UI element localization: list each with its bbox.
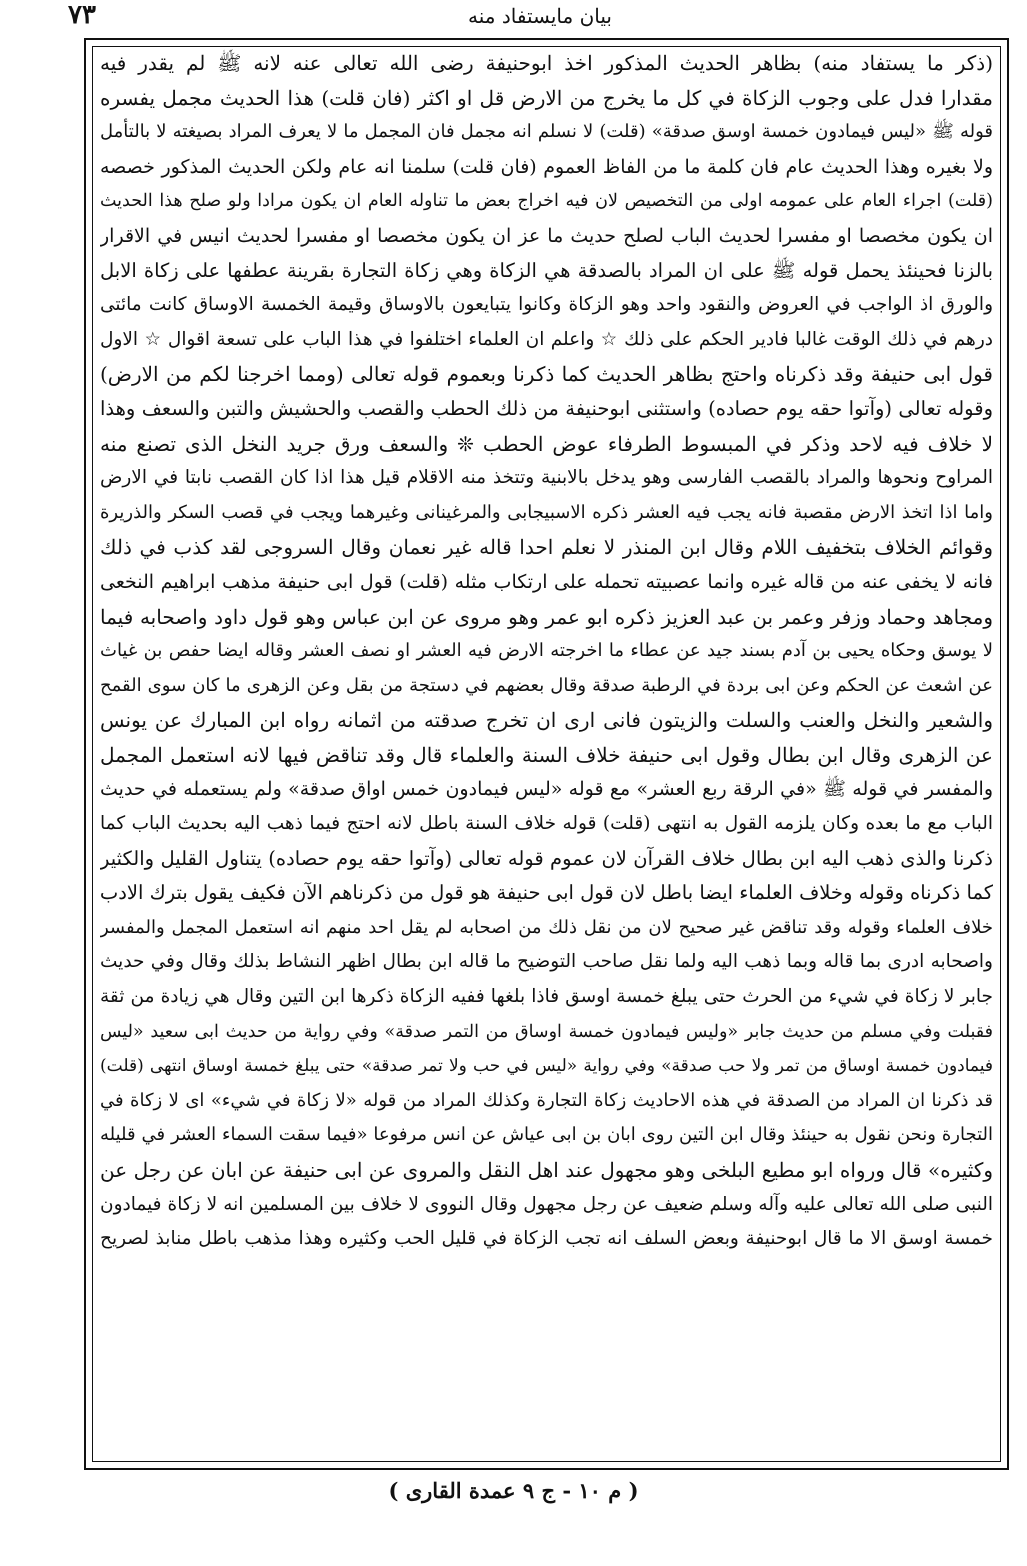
text-line: ان يكون مخصصا او مفسرا لحديث الباب لصلح حديث ما عز ان يكون مخصصا او مفسرا لحديث انيس في الاقرار (100, 224, 993, 247)
text-line: لا خلاف فيه لاحد وذكر في المبسوط الطرفاء عوض الحطب ❊ والسعف ورق جريد النخل الذى تصنع منه (100, 431, 993, 456)
text-line: النبى صلى الله تعالى عليه وآله وسلم ضعيف عن رجل مجهول وقال النووى لا خلاف بين المسلمين انه لا زكاة فيمادون (100, 1193, 993, 1215)
text-line: قوله ﷺ «ليس فيمادون خمسة اوسق صدقة» (قلت) لا نسلم انه مجمل فان المجمل ما لا يعرف المراد بصيغته لا بالتأمل (100, 121, 993, 143)
text-line: كما ذكرناه وقوله وخلاف العلماء ايضا باطل لان قول ابى حنيفة هو قول من ذكرناهم الآن فكيف يقول بترك الادب (100, 881, 993, 905)
text-line: ذكرنا والذى ذهب اليه ابن بطال خلاف القرآن لان عموم قوله تعالى (وآتوا حقه يوم حصاده) يتناول القليل والكثير (100, 846, 993, 870)
main-text (100, 46, 993, 1257)
text-line: فيمادون خمسة اوساق من تمر ولا حب صدقة» وفي رواية «ليس في حب ولا تمر صدقة» حتى يبلغ خمسة اوساق انتهى (قلت) (100, 1056, 993, 1077)
page-footer: ( م ١٠ - ج ٩ عمدة القارى ) (388, 1478, 639, 1503)
text-line: قد ذكرنا ان المراد من الصدقة في هذه الاحاديث زكاة التجارة وكذلك المراد من قوله «لا زكاة في شيء» اى لا زكاة في (100, 1089, 993, 1111)
text-line: خلاف العلماء وقوله وقد تناقض غير صحيح لان من نقل ذلك من اصحابه لم يقل احد منهم انه استعمل المجمل والمفسر (100, 916, 993, 938)
text-line: والشعير والنخل والعنب والسلت والزيتون فانى ارى ان تخرج صدقته من اثمانه رواه ابن المبارك عن يونس (100, 708, 993, 733)
page-number: ٧٣ (68, 0, 96, 30)
text-line: (قلت) اجراء العام على عمومه اولى من التخصيص لان فيه اخراج بعض ما تناوله العام ان يكون مرادا ولو صلح هذا الحديث (100, 191, 993, 212)
text-line: ومجاهد وحماد وزفر وعمر بن عبد العزيز ذكره ابو عمر وهو مروى عن ابن عباس وهو قول داود واصحابه فيما (100, 604, 993, 629)
text-line: الباب مع ما بعده وكان يلزمه القول به انتهى (قلت) قوله خلاف السنة باطل لانه احتج فيما ذهب اليه بحديث الباب كما (100, 813, 993, 835)
text-line: وكثيره» قال ورواه ابو مطيع البلخى وهو مجهول عند اهل النقل والمروى عن ابى حنيفة عن ابان عن رجل عن (100, 1158, 993, 1182)
page-header (60, 0, 1020, 34)
text-line: وقوله تعالى (وآتوا حقه يوم حصاده) واستثنى ابوحنيفة من ذلك الحطب والقصب والحشيش والتبن والسعف وهذا (100, 396, 993, 420)
text-line: وقوائم الخلاف بتخفيف اللام وقال ابن المنذر لا نعلم احدا قاله غير نعمان وقال السروجى لقد كذب في ذلك (100, 535, 993, 560)
text-line: عن الزهرى وقال ابن بطال وقول ابى حنيفة خلاف السنة والعلماء قال وقد تناقض فيها لانه استعمل المجمل (100, 742, 993, 767)
text-line: واصحابه ادرى بما قاله وبما ذهب اليه ولما نقل صاحب التوضيح ما قاله ابن بطال اظهر النشاط بذلك وقال وفي حديث (100, 951, 993, 973)
text-line: مقدارا فدل على وجوب الزكاة في كل ما يخرج من الارض قل او اكثر (فان قلت) هذا الحديث مجمل يفسره (100, 85, 993, 110)
text-line: ولا بغيره وهذا الحديث عام فان كلمة ما من الفاظ العموم (فان قلت) سلمنا انه عام ولكن الحديث المذكور خصصه (100, 155, 993, 178)
text-line: والمفسر في قوله ﷺ «في الرقة ربع العشر» مع قوله «ليس فيمادون خمس اواق صدقة» ولم يستعمله في حديث (100, 778, 993, 801)
text-line: (ذكر ما يستفاد منه) بظاهر الحديث المذكور اخذ ابوحنيفة رضى الله تعالى عنه لانه ﷺ لم يقدر فيه (100, 51, 993, 75)
text-line: خمسة اوسق الا ما قال ابوحنيفة وبعض السلف انه تجب الزكاة في قليل الحب وكثيره وهذا مذهب باطل منابذ لصريح (100, 1228, 993, 1250)
running-head: بيان مايستفاد منه (468, 4, 612, 28)
text-line: فقبلت وفي مسلم من حديث جابر «وليس فيمادون خمسة اوساق من التمر صدقة» وفي رواية من حديث ابى سعيد «ليس (100, 1021, 993, 1042)
text-line: لا يوسق وحكاه يحيى بن آدم بسند جيد عن عطاء ما اخرجته الارض فيه العشر او نصف العشر وقاله ايضا حفص بن غياث (100, 640, 993, 662)
text-line: بالزنا فحينئذ يحمل قوله ﷺ على ان المراد بالصدقة هي الزكاة وهي زكاة التجارة بقرينة عطفها على زكاة الابل (100, 258, 993, 282)
text-line: قول ابى حنيفة وقد ذكرناه واحتج بظاهر الحديث كما ذكرنا وبعموم قوله تعالى (ومما اخرجنا لكم من الارض) (100, 362, 993, 387)
text-line: عن اشعث عن الحكم وعن ابى بردة في الرطبة صدقة وقال بعضهم في دستجة من بقل وعن الزهرى ما كان سوى القمح (100, 674, 993, 696)
text-line: فانه لا يخفى عنه من قاله غيره وانما عصبيته تحمله على ارتكاب مثله (قلت) قول ابى حنيفة مذهب ابراهيم النخعى (100, 570, 993, 593)
text-line: التجارة ونحن نقول به حينئذ وقال ابن التين روى ابان بن ابى عياش عن انس مرفوعا «فيما سقت السماء العشر في قليله (100, 1124, 993, 1146)
text-line: جابر لا زكاة في شيء من الحرث حتى يبلغ خمسة اوسق فاذا بلغها ففيه الزكاة ذكرها ابن التين وقال هي زيادة من ثقة (100, 986, 993, 1008)
text-line: واما اذا اتخذ الارض مقصبة فانه يجب فيه العشر ذكره الاسبيجابى والمرغينانى وغيرهما ويجب في قصب السكر والذريرة (100, 501, 993, 523)
text-line: المراوح ونحوها والمراد بالقصب الفارسى وهو يدخل بالابنية وتتخذ منه الاقلام قيل هذا اذا كان القصب نابتا في الارض (100, 467, 993, 489)
text-line: درهم في ذلك الوقت غالبا فادير الحكم على ذلك ☆ واعلم ان العلماء اختلفوا في هذا الباب على تسعة اقوال ☆ الاول (100, 328, 993, 350)
text-line: والورق اذ الواجب في العروض والنقود واحد وهو الزكاة وكانوا يتبايعون بالاوساق وقيمة الخمسة الاوساق كانت مائتى (100, 294, 993, 316)
